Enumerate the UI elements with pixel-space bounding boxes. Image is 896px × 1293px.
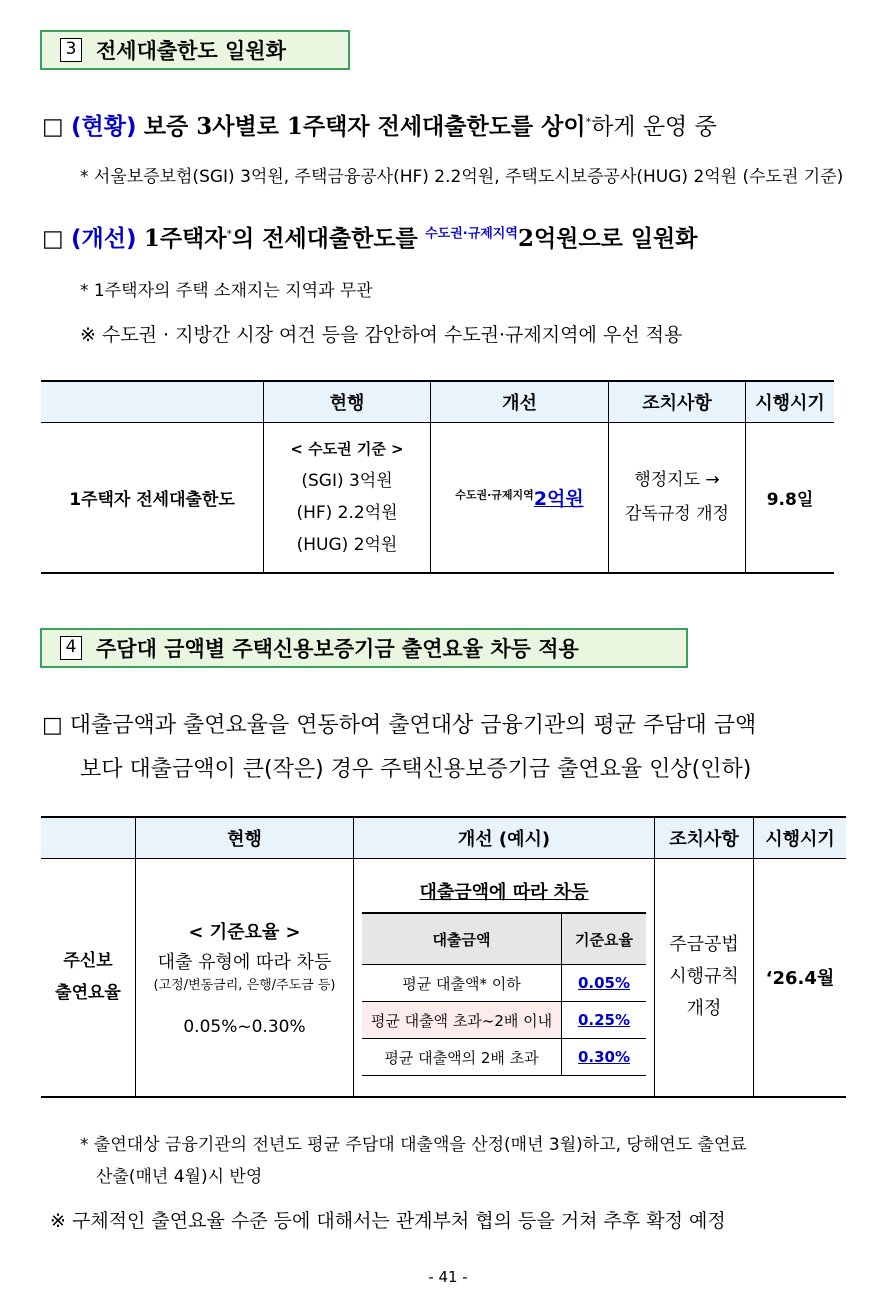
section-4-line-2: 보다 대출금액이 큰(작은) 경우 주택신용보증기금 출연요율 인상(인하) bbox=[80, 757, 752, 782]
current-range: 0.05%~0.30% bbox=[183, 1016, 306, 1037]
footnote-mark: * bbox=[226, 227, 232, 241]
improve-cell bbox=[354, 859, 655, 1097]
section-title: 전세대출한도 일원화 bbox=[96, 39, 286, 63]
current-tail: 하게 운영 중 bbox=[591, 114, 717, 140]
header-empty bbox=[41, 817, 136, 859]
rate-cell: 0.25% bbox=[562, 1002, 647, 1039]
row-label-line: 주신보 bbox=[63, 951, 113, 972]
checkbox-icon: □ bbox=[42, 114, 64, 140]
action-line: 행정지도 → bbox=[634, 470, 720, 491]
current-title: < 기준요율 > bbox=[188, 921, 301, 943]
region-superscript: 수도권·규제지역 bbox=[425, 226, 518, 242]
table-row bbox=[362, 965, 646, 1002]
improve-title: 대출금액에 따라 차등 bbox=[419, 882, 589, 904]
current-line: (SGI) 3억원 bbox=[301, 471, 393, 492]
action-line: 개정 bbox=[686, 998, 722, 1020]
header-timing: 시행시기 bbox=[754, 817, 847, 859]
footnote-1b: 산출(매년 4월)시 반영 bbox=[96, 1167, 263, 1187]
rate-cell: 0.30% bbox=[562, 1039, 647, 1076]
row-label bbox=[41, 859, 136, 1097]
table-row bbox=[362, 1039, 646, 1076]
improvement-tail: 2억원으로 일원화 bbox=[517, 225, 698, 252]
section-4-text-1: 대출금액과 출연요율을 연동하여 출연대상 금융기관의 평균 주담대 금액 bbox=[69, 713, 757, 738]
timing-cell: ‘26.4월 bbox=[754, 859, 847, 1097]
improvement-mid: 의 전세대출한도를 bbox=[232, 225, 418, 252]
footnote-2: ※ 구체적인 출연요율 수준 등에 대해서는 관계부처 협의 등을 거쳐 추후 확정 예정 bbox=[50, 1210, 726, 1232]
action-line: 시행규칙 bbox=[669, 966, 739, 988]
amount-cell: 평균 대출액* 이하 bbox=[362, 965, 562, 1002]
action-cell bbox=[655, 859, 754, 1097]
section-4-line-1 bbox=[42, 708, 756, 739]
current-tag: (현황) bbox=[71, 114, 137, 140]
current-status-line bbox=[42, 108, 717, 141]
footnote-1a: * 출연대상 금융기관의 전년도 평균 주담대 대출액을 산정(매년 3월)하고, 당해연도 출연료 bbox=[80, 1135, 747, 1155]
section-title: 주담대 금액별 주택신용보증기금 출연요율 차등 적용 bbox=[96, 637, 579, 661]
section-number: 4 bbox=[60, 636, 82, 660]
header-improve: 개선 (예시) bbox=[354, 817, 655, 859]
header-current: 현행 bbox=[264, 381, 431, 423]
current-line: (HF) 2.2억원 bbox=[296, 503, 398, 524]
header-action: 조치사항 bbox=[655, 817, 754, 859]
current-cell bbox=[136, 859, 354, 1097]
improvement-line bbox=[42, 220, 697, 253]
current-note: * 서울보증보험(SGI) 3억원, 주택금융공사(HF) 2.2억원, 주택도시보증공사(HUG) 2억원 (수도권 기준) bbox=[80, 167, 844, 187]
rate-subtable bbox=[362, 912, 646, 1076]
page-number: - 41 - bbox=[428, 1268, 468, 1286]
amount-cell: 평균 대출액 초과~2배 이내 bbox=[362, 1002, 562, 1039]
header-current: 현행 bbox=[136, 817, 354, 859]
improvement-note-1: * 1주택자의 주택 소재지는 지역과 무관 bbox=[80, 281, 373, 301]
row-label: 1주택자 전세대출한도 bbox=[41, 423, 264, 573]
action-line: 감독규정 개정 bbox=[625, 504, 729, 525]
section-3-header bbox=[40, 30, 350, 70]
current-line: (고정/변동금리, 은행/주도금 등) bbox=[153, 977, 336, 993]
improve-cell bbox=[431, 423, 609, 573]
footnote-mark: * bbox=[585, 115, 592, 129]
current-line: (HUG) 2억원 bbox=[296, 535, 398, 556]
current-text: 보증 3사별로 1주택자 전세대출한도를 상이 bbox=[143, 113, 586, 140]
header-empty bbox=[41, 381, 264, 423]
current-title: < 수도권 기준 > bbox=[290, 440, 404, 459]
table-row bbox=[362, 1002, 646, 1039]
header-action: 조치사항 bbox=[609, 381, 746, 423]
current-cell bbox=[264, 423, 431, 573]
rate-cell: 0.05% bbox=[562, 965, 647, 1002]
amount-cell: 평균 대출액의 2배 초과 bbox=[362, 1039, 562, 1076]
improvement-tag: (개선) bbox=[71, 226, 137, 252]
timing-cell: 9.8일 bbox=[746, 423, 835, 573]
action-line: 주금공법 bbox=[669, 934, 739, 956]
checkbox-icon: □ bbox=[42, 713, 70, 738]
improvement-text: 1주택자 bbox=[143, 225, 227, 252]
subheader-rate: 기준요율 bbox=[562, 913, 647, 965]
contribution-rate-table bbox=[41, 816, 846, 1098]
loan-limit-table bbox=[41, 380, 834, 574]
header-timing: 시행시기 bbox=[746, 381, 835, 423]
improve-value: 2억원 bbox=[533, 487, 584, 510]
section-4-header bbox=[40, 628, 688, 668]
checkbox-icon: □ bbox=[42, 226, 64, 252]
row-label-line: 출연요율 bbox=[55, 983, 121, 1004]
header-improve: 개선 bbox=[431, 381, 609, 423]
action-cell bbox=[609, 423, 746, 573]
improvement-note-2: ※ 수도권 · 지방간 시장 여건 등을 감안하여 수도권·규제지역에 우선 적용 bbox=[80, 324, 683, 346]
current-line: 대출 유형에 따라 차등 bbox=[157, 951, 332, 973]
subheader-amount: 대출금액 bbox=[362, 913, 562, 965]
section-number: 3 bbox=[60, 38, 82, 62]
region-superscript: 수도권·규제지역 bbox=[455, 488, 534, 502]
